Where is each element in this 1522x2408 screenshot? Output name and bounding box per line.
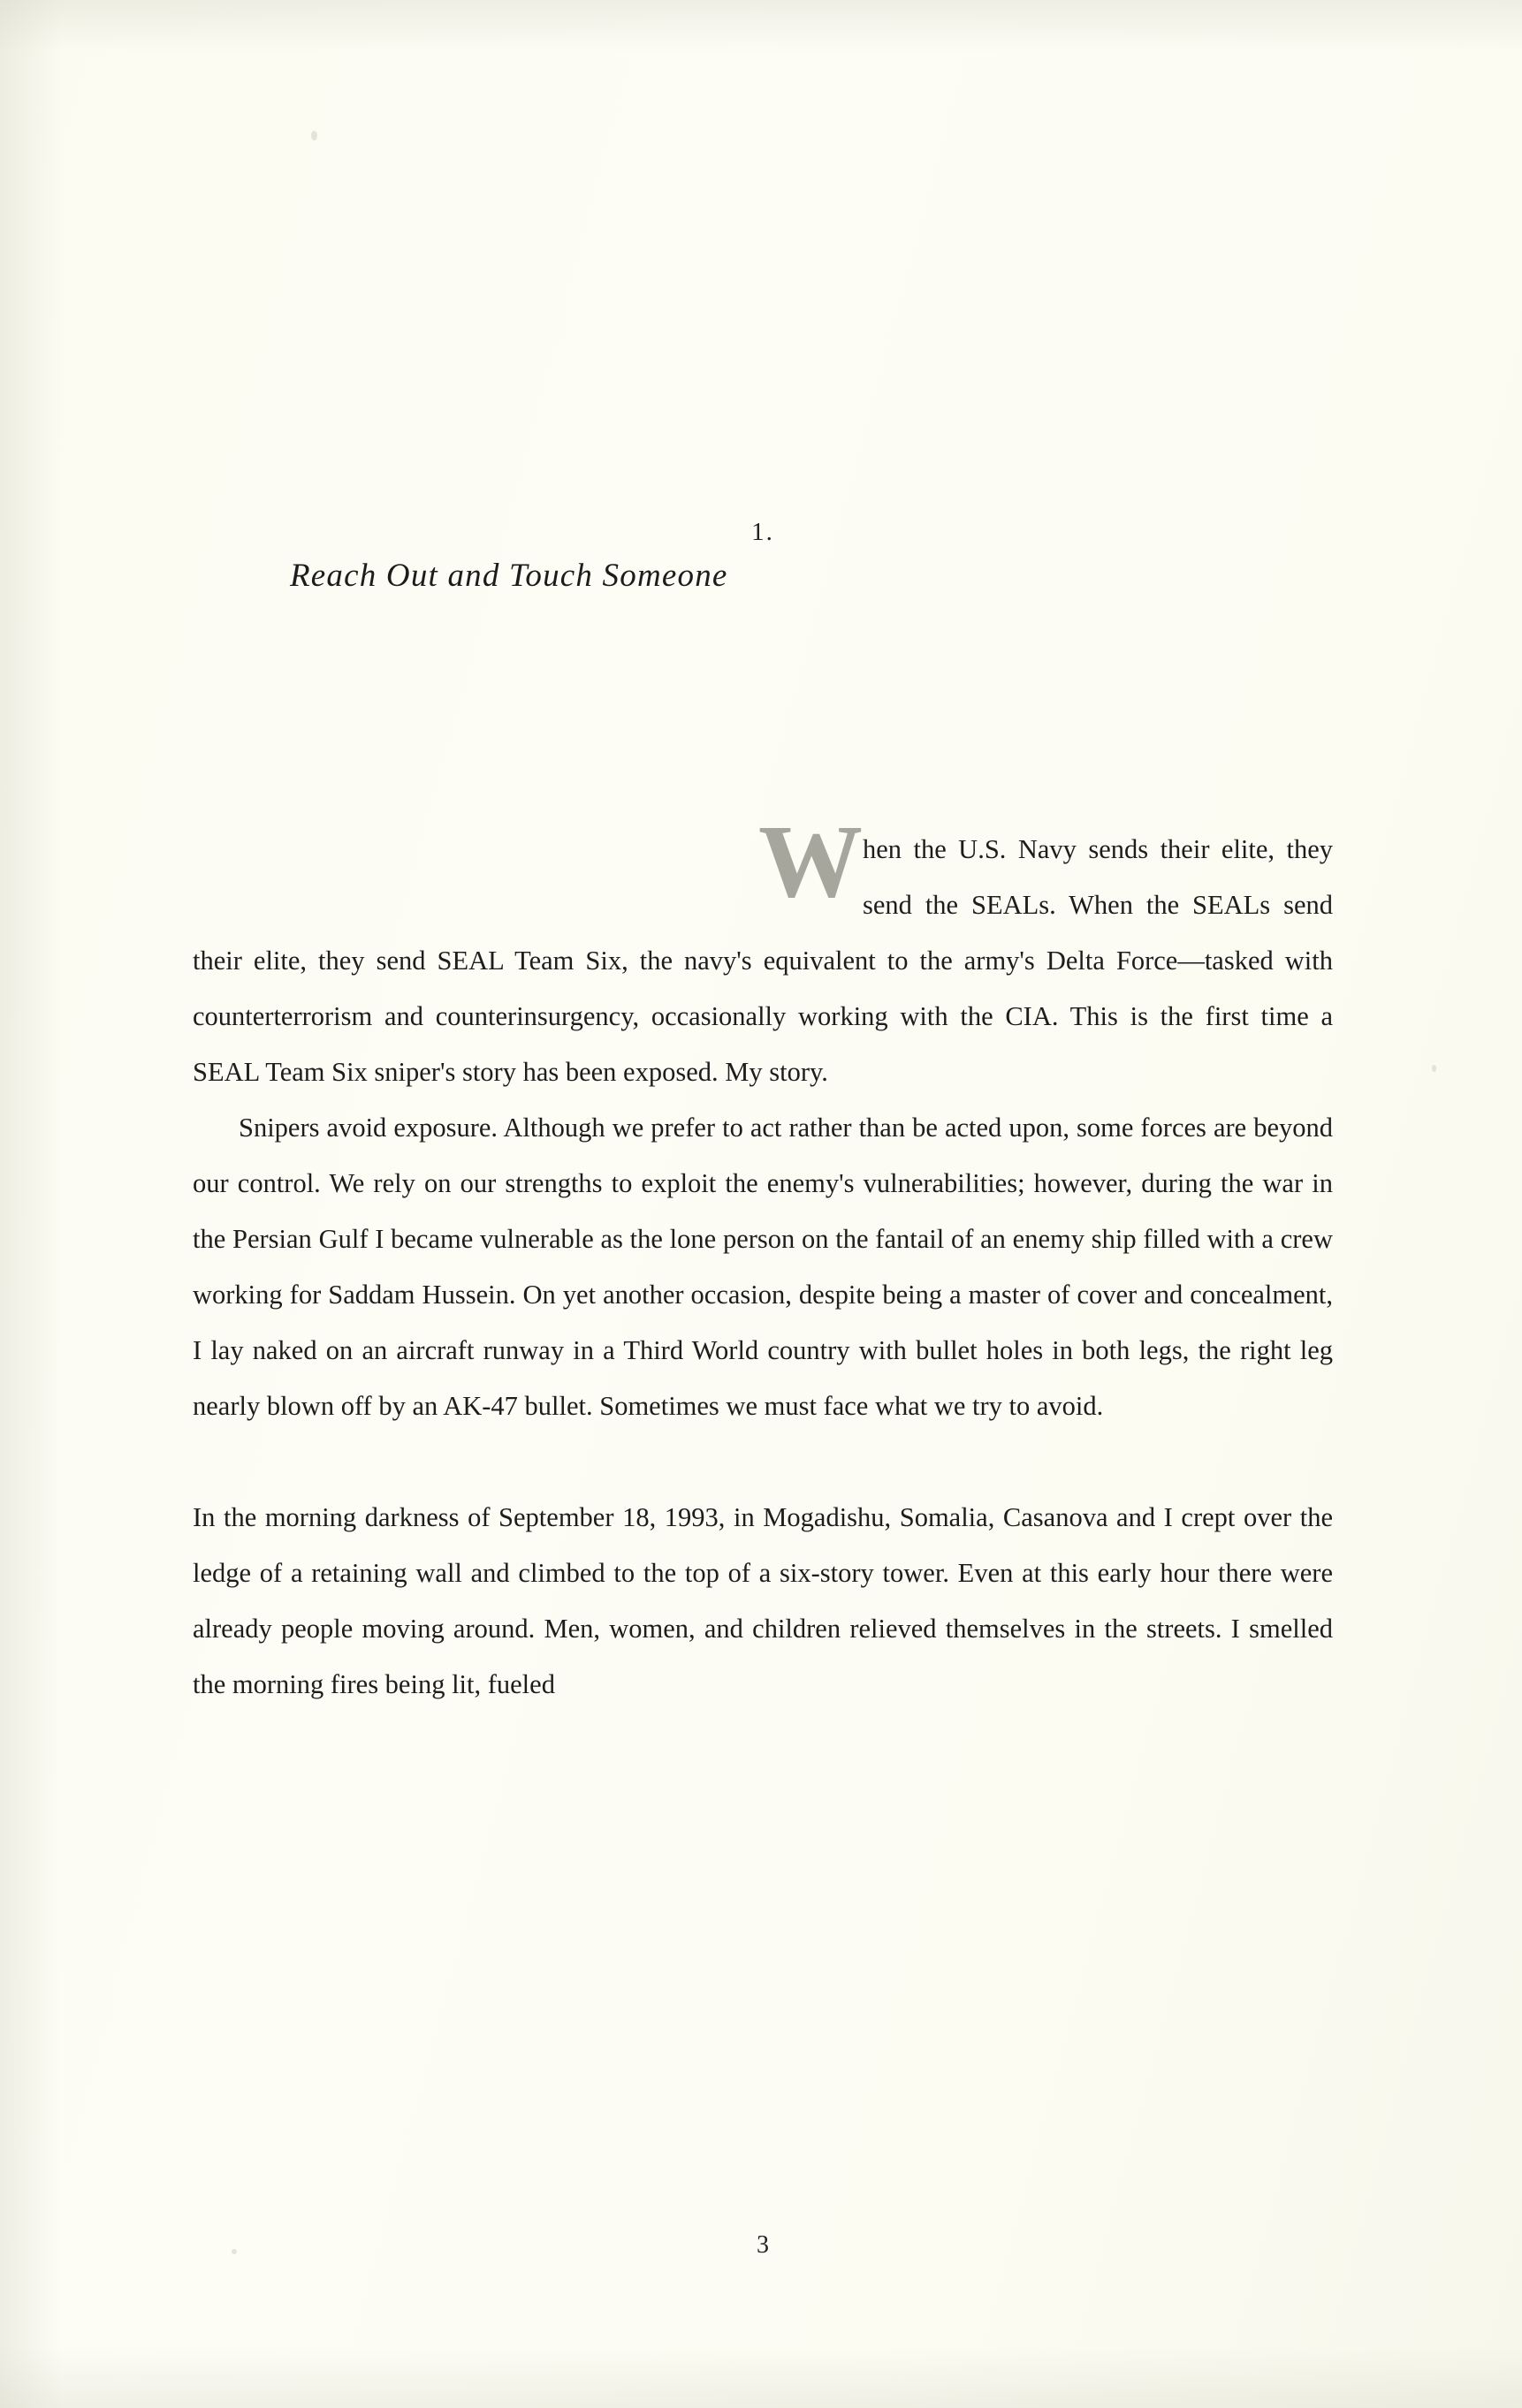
- scan-speck: [1432, 1065, 1436, 1072]
- chapter-title: Reach Out and Touch Someone: [290, 558, 728, 594]
- paragraph-2: [193, 1100, 1333, 1434]
- chapter-number: 1.: [751, 518, 774, 546]
- page-edge-shading-left: [0, 0, 62, 2408]
- paragraph-3-text: In the morning darkness of September 18, 1993, in Mogadishu, Somalia, Casanova and I crept over the ledge of a retaining wall and climbed to the top of a six-story tower. Even at this early hour there were already people moving around. Men, women, and children relieved themselves in the streets. I smelled the morning fires being lit, fueled: [193, 1502, 1333, 1699]
- page-number: 3: [757, 2231, 769, 2259]
- paragraph-1: [193, 803, 1333, 1100]
- paragraph-2-text: Snipers avoid exposure. Although we prefer to act rather than be acted upon, some forces are beyond our control. We rely on our strengths to exploit the enemy's vulnerabilities; however, during the war in the Persian Gulf I became vulnerable as the lone person on the fantail of an enemy ship filled with a crew working for Saddam Hussein. On yet another occasion, despite being a master of cover and concealment, I lay naked on an aircraft runway in a Third World country with bullet holes in both legs, the right leg nearly blown off by an AK-47 bullet. Sometimes we must face what we try to avoid.: [193, 1113, 1333, 1421]
- paragraph-1-text: hen the U.S. Navy sends their elite, they send the SEALs. When the SEALs send their elite, they send SEAL Team Six, the navy's equivalent to the army's Delta Force—tasked with counterterrorism and counterinsurgency, occasionally working with the CIA. This is the first time a SEAL Team Six sniper's story has been exposed. My story.: [193, 834, 1333, 1087]
- paragraph-3: [193, 1490, 1333, 1713]
- body-text: [193, 803, 1333, 1713]
- drop-cap: W: [758, 803, 859, 919]
- page-content: [193, 0, 1333, 2408]
